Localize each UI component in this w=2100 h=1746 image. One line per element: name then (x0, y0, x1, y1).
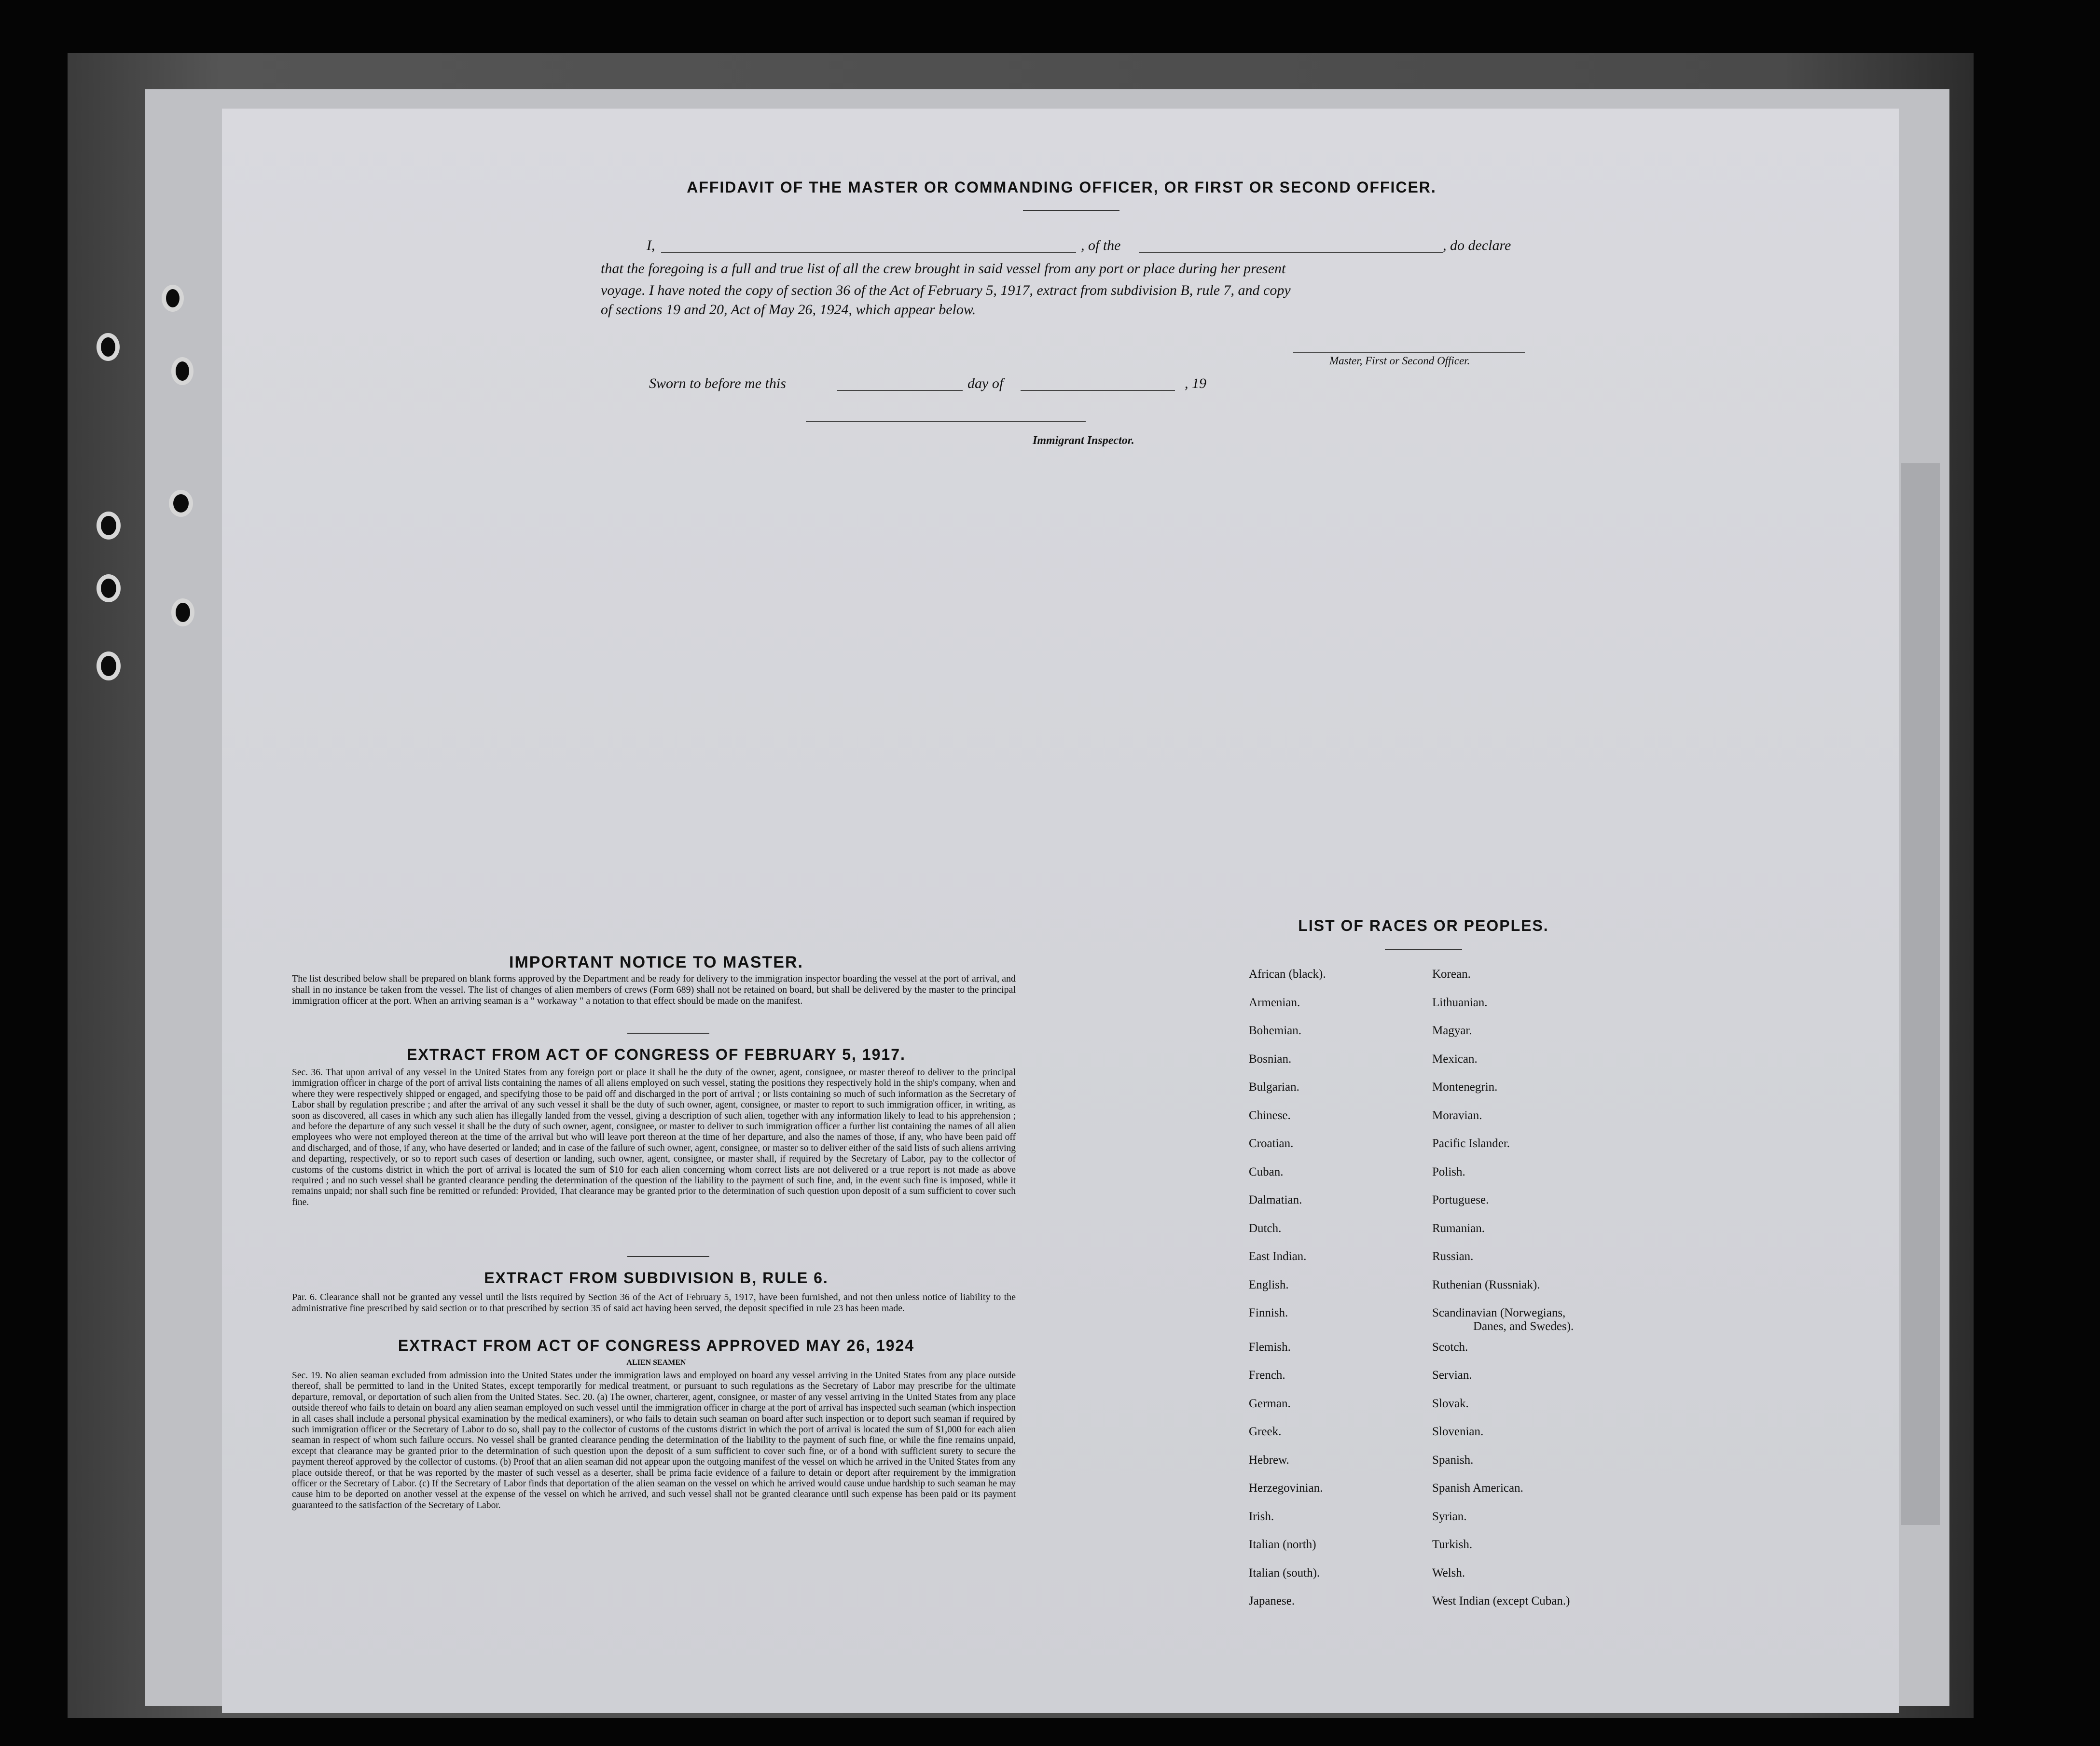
races-heading: LIST OF RACES OR PEOPLES. (1298, 917, 1549, 934)
race-item: African (black). (1249, 968, 1326, 981)
race-item: Bulgarian. (1249, 1081, 1299, 1094)
race-item: Korean. (1432, 968, 1471, 981)
binder-hole-icon (162, 285, 184, 312)
race-item: Spanish. (1432, 1453, 1474, 1467)
vessel-blank[interactable] (1139, 252, 1443, 253)
races-right-column (1432, 968, 1722, 1614)
race-item: Slovenian. (1432, 1425, 1484, 1438)
binder-hole-icon (97, 512, 121, 540)
binder-hole-icon (97, 333, 120, 361)
race-item: Bohemian. (1249, 1024, 1302, 1037)
subdivision-text: Par. 6. Clearance shall not be granted any vessel until the lists required by Section 36 of the Act of February 5, 1917, have been furnished, and not then unless notice of liability to the administrative fine prescribed by said section or to that prescribed by section 35 of said act having been served, the deposit specified in rule 23 has been made. (292, 1292, 1016, 1314)
name-blank[interactable] (661, 252, 1076, 253)
binder-hole-icon (171, 357, 193, 385)
sworn-day-blank[interactable] (837, 390, 963, 391)
race-item: Dutch. (1249, 1221, 1282, 1235)
sworn-label: Sworn to before me this (649, 375, 786, 391)
race-item: Armenian. (1249, 996, 1300, 1009)
day-of-label: day of (967, 375, 1004, 391)
notice-text: The list described below shall be prepared on blank forms approved by the Department and be ready for delivery to the immigration inspector boarding the vessel at the port of arrival, and shall in no instance be taken from the vessel. The list of changes of alien members of crews (Form 689) shall not be retained on board, but shall be delivered by the master to the principal immigration officer at the port. When an arriving seaman is a " workaway " a notation to that effect should be made on the manifest. (292, 973, 1016, 1006)
extract-1917-heading: EXTRACT FROM ACT OF CONGRESS OF FEBRUARY 5, 1917. (407, 1046, 906, 1063)
race-item: Polish. (1432, 1165, 1465, 1178)
extract-1924-text: Sec. 19. No alien seaman excluded from admission into the United States under the immigration laws and employed on board any vessel arriving in the United States from any place outside thereof, shall be permitted to land in the United States, except temporarily for medical treatment, or pursuant to such regulations as the Secretary of Labor may prescribe for the ultimate departure, removal, or deportation of such alien from the United States. Sec. 20. (a) The owner, charterer, agent, consignee, or master of any vessel arriving in the United States from any place outside thereof who fails to detain on board any alien seaman employed on such vessel until the immigration officer in charge at the port of arrival has inspected such seaman (which inspection in all cases shall include a personal physical examination by the medical examiners), or who fails to detain such seaman on board after such inspection or to deport such seaman if required by such immigration officer or the Secretary of Labor to do so, shall pay to the collector of customs of the customs district in which the port of arrival is located the sum of $1,000 for each alien seaman in respect of whom such failure occurs. No vessel shall be granted clearance pending the determination of the liability to the payment of such fine, or while the fine remains unpaid, except that clearance may be granted prior to the determination of such question upon the deposit of a sum sufficient to cover such fine, or of a bond with sufficient surety to secure the payment thereof approved by the collector of customs. (b) Proof that an alien seaman did not appear upon the outgoing manifest of the vessel on which he arrived in the United States from any place outside thereof, or that he was reported by the master of such vessel as a deserter, shall be prima facie evidence of a failure to detain or deport after requirement by the immigration officer or the Secretary of Labor. (c) If the Secretary of Labor finds that deportation of the alien seaman on the vessel on which he arrived would cause undue hardship to such seaman he may cause him to be deported on another vessel at the expense of the vessel on which he arrived, and such vessel shall not be granted clearance until such expense has been paid or its payment guaranteed to the satisfaction of the Secretary of Labor. (292, 1371, 1016, 1510)
race-item: Welsh. (1432, 1566, 1465, 1580)
notice-heading: IMPORTANT NOTICE TO MASTER. (509, 953, 803, 971)
race-item: Servian. (1432, 1369, 1472, 1382)
race-item: Italian (north) (1249, 1538, 1316, 1551)
race-item: West Indian (except Cuban.) (1432, 1594, 1570, 1607)
race-item: Dalmatian. (1249, 1193, 1302, 1206)
master-signature-line[interactable] (1293, 352, 1525, 353)
race-item: Russian. (1432, 1250, 1474, 1263)
race-item: English. (1249, 1278, 1289, 1291)
race-item: Japanese. (1249, 1594, 1295, 1607)
year-label: , 19 (1185, 375, 1206, 391)
race-item: French. (1249, 1369, 1285, 1382)
of-the-label: , of the (1081, 237, 1121, 253)
race-item: Croatian. (1249, 1137, 1294, 1150)
divider (627, 1033, 709, 1034)
i-label: I, (647, 237, 655, 253)
race-item: Ruthenian (Russniak). (1432, 1278, 1540, 1291)
race-item: Syrian. (1432, 1510, 1467, 1523)
race-item: Scandinavian (Norwegians, (1432, 1306, 1566, 1319)
race-item: German. (1249, 1397, 1291, 1410)
master-caption: Master, First or Second Officer. (1329, 355, 1470, 367)
race-item: Moravian. (1432, 1109, 1482, 1122)
affidavit-body-line-3: of sections 19 and 20, Act of May 26, 1924, which appear below. (601, 302, 976, 318)
inspector-caption: Immigrant Inspector. (1033, 434, 1134, 447)
race-item: Greek. (1249, 1425, 1282, 1438)
race-item: Rumanian. (1432, 1221, 1485, 1235)
divider (1385, 949, 1462, 950)
race-item: Bosnian. (1249, 1052, 1292, 1066)
extract-1924-heading: EXTRACT FROM ACT OF CONGRESS APPROVED MAY 26, 1924 (398, 1337, 915, 1354)
race-item: Lithuanian. (1432, 996, 1488, 1009)
race-item: Finnish. (1249, 1306, 1288, 1319)
binder-hole-icon (171, 598, 194, 626)
sworn-line (649, 375, 1228, 395)
affidavit-body-line-2: voyage. I have noted the copy of section 36 of the Act of February 5, 1917, extract from subdivision B, rule 7, and copy (601, 282, 1291, 298)
affidavit-heading: AFFIDAVIT OF THE MASTER OR COMMANDING OFFICER, OR FIRST OR SECOND OFFICER. (687, 179, 1437, 196)
race-item: Herzegovinian. (1249, 1482, 1323, 1495)
binder-hole-icon (97, 574, 121, 602)
race-item: Turkish. (1432, 1538, 1473, 1551)
subdivision-heading: EXTRACT FROM SUBDIVISION B, RULE 6. (484, 1269, 829, 1287)
inspector-signature-line[interactable] (806, 421, 1086, 422)
race-item: Irish. (1249, 1510, 1274, 1523)
divider (627, 1256, 709, 1257)
race-item: Magyar. (1432, 1024, 1472, 1037)
binder-hole-icon (169, 490, 193, 517)
race-item: Mexican. (1432, 1052, 1478, 1066)
race-item: Portuguese. (1432, 1193, 1489, 1206)
race-item: Chinese. (1249, 1109, 1291, 1122)
race-item-continuation: Danes, and Swedes). (1473, 1320, 1574, 1333)
alien-seamen-subheading: ALIEN SEAMEN (626, 1358, 686, 1367)
sworn-month-blank[interactable] (1021, 390, 1175, 391)
binder-hole-icon (97, 651, 121, 680)
race-item: Italian (south). (1249, 1566, 1320, 1580)
race-item: Flemish. (1249, 1340, 1291, 1354)
race-item: East Indian. (1249, 1250, 1307, 1263)
affidavit-line-i (647, 237, 1515, 257)
affidavit-body-line-1: that the foregoing is a full and true list of all the crew brought in said vessel from any port or place during her present (601, 261, 1286, 277)
do-declare-label: , do declare (1443, 237, 1511, 253)
race-item: Slovak. (1432, 1397, 1469, 1410)
extract-1917-text: Sec. 36. That upon arrival of any vessel in the United States from any foreign port or place it shall be the duty of the owner, agent, consignee, or master thereof to deliver to the principal immigration officer in charge of the port of arrival lists containing the names of all aliens employed on such vessel, stating the positions they respectively hold in the ship's company, when and where they were respectively shipped or engaged, and specifying those to be paid off and discharged in the port of arrival ; or lists containing so much of such information as the Secretary of Labor shall by regulation prescribe ; and after the arrival of any such vessel it shall be the duty of such owner, agent, consignee, or master to report to such immigration officer, in writing, as soon as discovered, all cases in which any such alien has illegally landed from the vessel, giving a description of such alien, together with any information likely to lead to his apprehension ; and before the departure of any such vessel it shall be the duty of such owner, agent, consignee, or master to deliver to such immigration officer a further list containing the names of all alien employees who were not employed thereon at the time of the arrival but who will leave port thereon at the time of her departure, and also the names of those, if any, who have been paid off and discharged, and of those, if any, who have deserted or landed; and in case of the failure of such owner, agent, consignee, or master so to deliver either of the said lists of such aliens arriving and departing, respectively, or so to report such cases of desertion or landing, such owner, agent, consignee, or master shall, if required by the Secretary of Labor, pay to the collector of customs of the customs district in which the port of arrival is located the sum of $10 for each alien concerning whom correct lists are not delivered or a true report is not made as above required ; and no such vessel shall be granted clearance pending the determination of the question of the liability to the payment of such fine, and, in the event such fine is imposed, while it remains unpaid; nor shall such fine be remitted or refunded: Provided, That clearance may be granted prior to the determination of such question upon deposit of a sum sufficient to cover such fine. (292, 1067, 1016, 1207)
race-item: Hebrew. (1249, 1453, 1289, 1467)
race-item: Scotch. (1432, 1340, 1468, 1354)
race-item: Cuban. (1249, 1165, 1284, 1178)
races-left-column (1249, 968, 1442, 1614)
page-edge-shadow (1901, 463, 1940, 1525)
divider (1023, 210, 1119, 211)
race-item: Montenegrin. (1432, 1081, 1498, 1094)
race-item: Pacific Islander. (1432, 1137, 1510, 1150)
race-item: Spanish American. (1432, 1482, 1523, 1495)
